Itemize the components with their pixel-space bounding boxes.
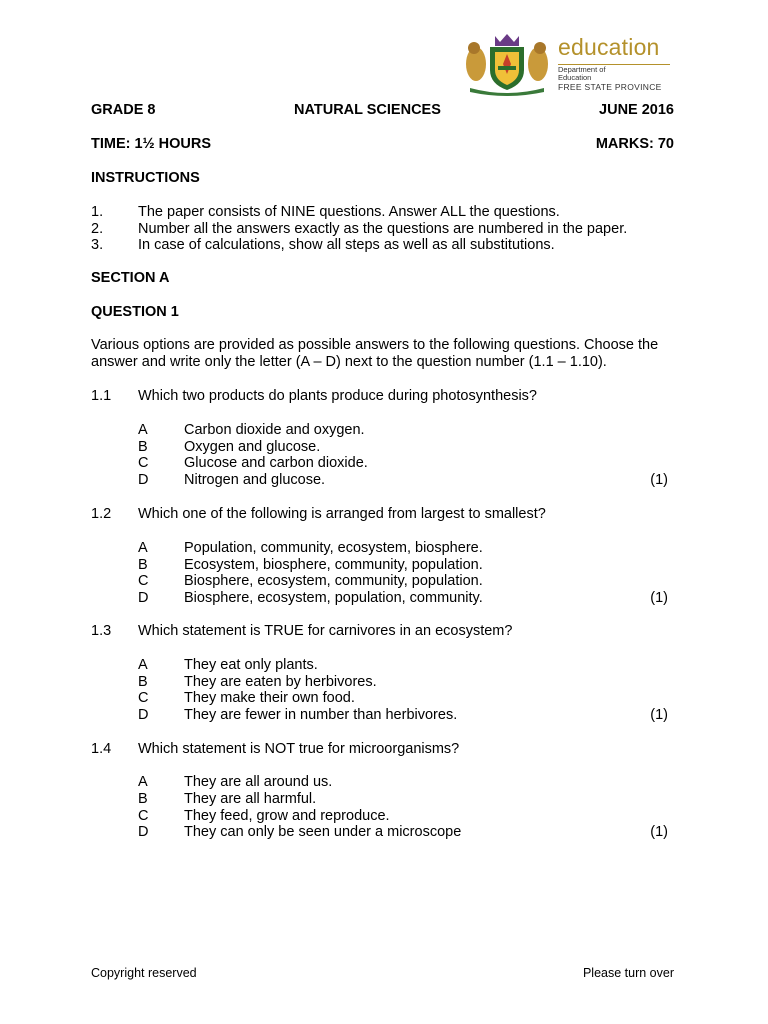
option-letter: A: [138, 657, 148, 673]
option-text: Carbon dioxide and oxygen.: [184, 422, 365, 438]
mark-allocation: (1): [650, 707, 668, 723]
option-text: They eat only plants.: [184, 657, 318, 673]
option-text: They are eaten by herbivores.: [184, 674, 377, 690]
question-intro: Various options are provided as possible answers to the following questions. Choose the answer and write only the letter (A – D) next to the question number (1.1 – 1.10).: [91, 337, 659, 370]
option-text: They are all harmful.: [184, 791, 317, 807]
option-text: They feed, grow and reproduce.: [184, 808, 390, 824]
option-letter: D: [138, 824, 149, 840]
option-text: They are fewer in number than herbivores.: [184, 707, 458, 723]
option-letter: B: [138, 791, 148, 807]
question-item: [0, 623, 768, 733]
question-text: Which one of the following is arranged from largest to smallest?: [138, 506, 546, 522]
footer-copyright: Copyright reserved: [91, 966, 197, 980]
option-letter: D: [138, 707, 149, 723]
option-letter: C: [138, 808, 149, 824]
option-letter: B: [138, 674, 148, 690]
option-letter: A: [138, 422, 148, 438]
option-text: Ecosystem, biosphere, community, population.: [184, 557, 483, 573]
subject-label: NATURAL SCIENCES: [294, 102, 441, 118]
option-text: They can only be seen under a microscope: [184, 824, 462, 840]
time-label: TIME: 1½ HOURS: [91, 136, 212, 152]
question-heading: QUESTION 1: [91, 304, 179, 320]
logo-dept-line1: Department of: [558, 65, 606, 74]
exam-date: JUNE 2016: [599, 102, 674, 118]
option-text: Nitrogen and glucose.: [184, 472, 326, 488]
logo-department: [558, 66, 606, 82]
option-letter: C: [138, 690, 149, 706]
department-logo: [462, 30, 674, 96]
instruction-text: The paper consists of NINE questions. Answer ALL the questions.: [138, 204, 560, 220]
question-number: 1.4: [91, 741, 112, 757]
mark-allocation: (1): [650, 590, 668, 606]
logo-dept-line2: Education: [558, 73, 592, 82]
option-letter: A: [138, 774, 148, 790]
instruction-number: 2.: [91, 221, 104, 237]
option-letter: C: [138, 573, 149, 589]
option-text: Population, community, ecosystem, biosphere.: [184, 540, 483, 556]
grade-label: GRADE 8: [91, 102, 156, 118]
option-letter: D: [138, 472, 149, 488]
logo-province: FREE STATE PROVINCE: [558, 82, 662, 92]
option-text: Glucose and carbon dioxide.: [184, 455, 368, 471]
option-letter: C: [138, 455, 149, 471]
question-number: 1.1: [91, 388, 112, 404]
marks-label: MARKS: 70: [595, 136, 674, 152]
instruction-text: In case of calculations, show all steps as well as all substitutions.: [138, 237, 555, 253]
option-letter: A: [138, 540, 148, 556]
instruction-text: Number all the answers exactly as the questions are numbered in the paper.: [138, 221, 628, 237]
option-letter: D: [138, 590, 149, 606]
question-number: 1.2: [91, 506, 112, 522]
question-item: [0, 388, 768, 498]
option-text: Biosphere, ecosystem, community, population.: [184, 573, 483, 589]
question-text: Which statement is NOT true for microorganisms?: [138, 741, 460, 757]
option-text: They make their own food.: [184, 690, 355, 706]
question-text: Which two products do plants produce during photosynthesis?: [138, 388, 537, 404]
option-letter: B: [138, 557, 148, 573]
mark-allocation: (1): [650, 824, 668, 840]
instructions-heading: INSTRUCTIONS: [91, 170, 200, 186]
instruction-number: 3.: [91, 237, 104, 253]
instruction-number: 1.: [91, 204, 104, 220]
option-text: They are all around us.: [184, 774, 333, 790]
logo-wordmark: education: [558, 34, 660, 60]
option-text: Biosphere, ecosystem, population, community.: [184, 590, 483, 606]
question-text: Which statement is TRUE for carnivores in an ecosystem?: [138, 623, 513, 639]
mark-allocation: (1): [650, 472, 668, 488]
section-heading: SECTION A: [91, 270, 170, 286]
coat-of-arms-icon: [462, 30, 552, 96]
question-number: 1.3: [91, 623, 112, 639]
footer-turn-over: Please turn over: [582, 966, 674, 980]
question-item: [0, 506, 768, 616]
option-letter: B: [138, 439, 148, 455]
option-text: Oxygen and glucose.: [184, 439, 321, 455]
question-item: [0, 741, 768, 851]
